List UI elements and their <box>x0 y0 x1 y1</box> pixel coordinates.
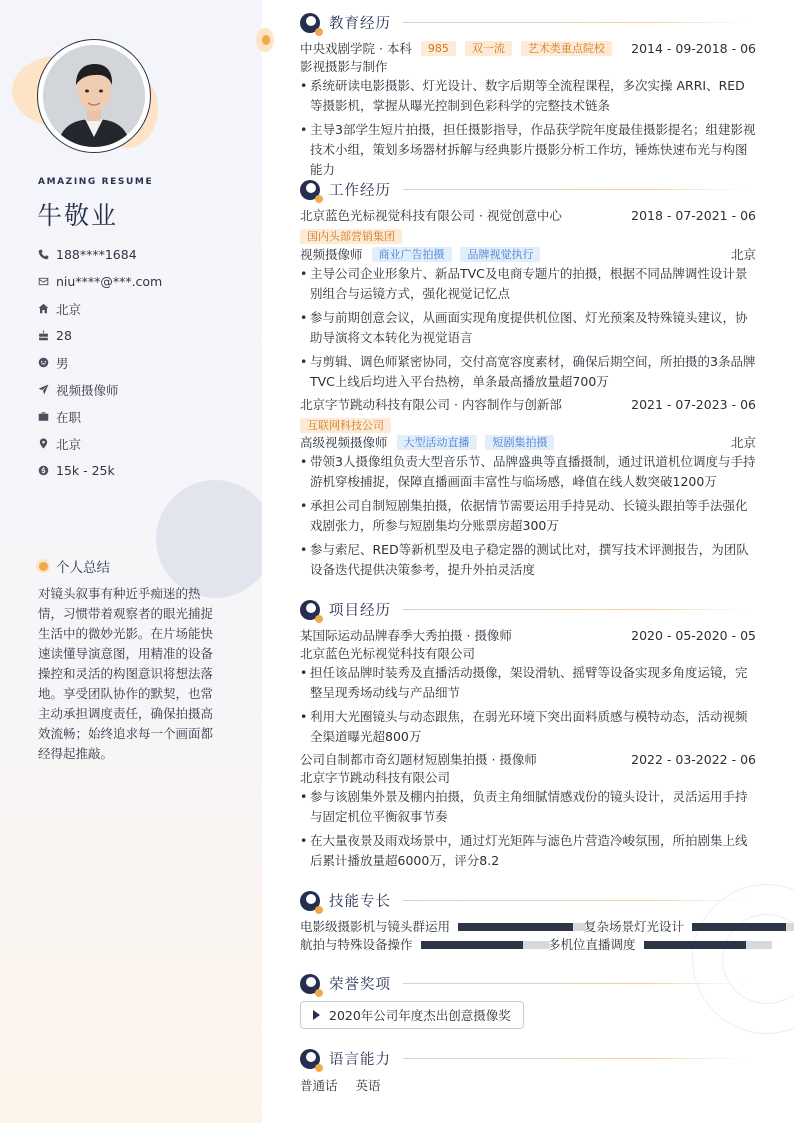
skill-bar-fill <box>458 923 573 931</box>
phone-icon <box>38 249 49 260</box>
skill-bar-fill <box>421 941 523 949</box>
gender-icon <box>38 357 49 368</box>
skill-bar-fill <box>644 941 746 949</box>
languages-heading <box>300 1048 746 1069</box>
project-bullet: • 利用大光圈镜头与动态跟焦，在弱光环境下突出面料质感与模特动态，活动视频全渠道曝光超800万 <box>300 707 756 747</box>
summary-text: 对镜头叙事有种近乎痴迷的热情，习惯带着观察者的眼光捕捉生活中的微妙光影。在片场能快速读懂导演意图，用精准的设备操控和灵活的构图意识将想法落地。享受团队协作的默契，也常主动承担调度责任，确保拍摄高效流畅；始终追求每一个画面都经得起推敲。 <box>38 586 214 761</box>
divider <box>403 609 746 610</box>
awards-title: 荣誉奖项 <box>329 977 391 993</box>
play-icon <box>313 1010 320 1020</box>
job-company-tag-row <box>300 228 756 246</box>
candidate-name: 牛敬业 <box>37 201 119 230</box>
status-value: 在职 <box>56 409 82 425</box>
work-heading <box>300 179 746 200</box>
dot-icon <box>36 559 50 573</box>
skill-name: 多机位直播调度 <box>548 937 636 952</box>
education-tag: 985 <box>421 41 456 56</box>
job-company-row <box>300 396 756 414</box>
project-period: 2022 - 03-2022 - 06 <box>631 752 756 767</box>
language-item: 英语 <box>355 1078 381 1093</box>
job-company: 北京蓝色光标视觉科技有限公司 · 视觉创意中心 <box>300 208 562 223</box>
section-icon <box>300 974 320 994</box>
education-bullet: • 系统研读电影摄影、灯光设计、数字后期等全流程课程，多次实操 ARRI、RED 等摄影机，掌握从曝光控制到色彩科学的完整技术链条 <box>300 76 756 116</box>
skill-bar <box>644 941 772 949</box>
briefcase-icon <box>38 411 49 422</box>
residence-value: 北京 <box>56 301 82 317</box>
skill-item <box>548 936 772 954</box>
mail-icon <box>38 276 49 287</box>
job-company-tag-row <box>300 417 756 435</box>
job-role-row <box>300 434 756 452</box>
work-title: 工作经历 <box>329 183 391 199</box>
skill-name: 航拍与特殊设备操作 <box>300 937 413 952</box>
info-city <box>38 430 162 457</box>
divider <box>403 22 746 23</box>
company-tag: 国内头部营销集团 <box>300 229 402 244</box>
education-bullet: • 主导3部学生短片拍摄，担任摄影指导，作品获学院年度最佳摄影提名；组建影视技术小组，策划多场器材拆解与经典影片摄影分析工作坊，锤炼快速布光与构图能力 <box>300 120 756 180</box>
cake-icon <box>38 330 49 341</box>
skill-item <box>584 918 794 936</box>
skill-item <box>300 936 549 954</box>
city-value: 北京 <box>56 436 82 452</box>
salary-icon <box>38 465 49 476</box>
home-icon <box>38 303 49 314</box>
project-org: 北京字节跳动科技有限公司 <box>300 770 451 785</box>
skill-bar <box>421 941 549 949</box>
job-city: 北京 <box>730 435 756 450</box>
divider <box>403 1058 746 1059</box>
skill-bar-fill <box>692 923 786 931</box>
job-role: 视频摄像师 <box>300 247 363 262</box>
project-name: 公司自制都市奇幻题材短剧集拍摄 · 摄像师 <box>300 752 537 767</box>
education-heading <box>300 12 746 33</box>
divider <box>403 900 746 901</box>
project-bullet: • 参与该剧集外景及棚内拍摄，负责主角细腻情感戏份的镜头设计，灵活运用手持与固定机位平衡叙事节奏 <box>300 787 756 827</box>
avatar-frame <box>37 39 151 153</box>
job-period: 2018 - 07-2021 - 06 <box>631 208 756 223</box>
education-period: 2014 - 09-2018 - 06 <box>631 41 756 56</box>
section-icon <box>300 1049 320 1069</box>
sidebar <box>0 0 262 1123</box>
project-org: 北京蓝色光标视觉科技有限公司 <box>300 646 476 661</box>
salary-value: 15k - 25k <box>56 463 115 478</box>
education-tag: 艺术类重点院校 <box>521 41 612 56</box>
info-residence <box>38 295 162 322</box>
awards-heading <box>300 973 746 994</box>
skill-bar <box>458 923 586 931</box>
summary-heading <box>36 556 110 576</box>
skill-item <box>300 918 586 936</box>
project-period: 2020 - 05-2020 - 05 <box>631 628 756 643</box>
job-bullet: • 参与索尼、RED等新机型及电子稳定器的测试比对，撰写技术评测报告，为团队设备迭代提供决策参考，提升外拍灵活度 <box>300 540 756 580</box>
section-icon <box>300 891 320 911</box>
info-age <box>38 322 162 349</box>
info-phone <box>38 241 162 268</box>
job-bullet: • 与剪辑、调色师紧密协同，交付高宽容度素材，确保后期空间，所拍摄的3条品牌TVC上线后均进入平台热榜，单条最高播放量超700万 <box>300 352 756 392</box>
summary-heading-text: 个人总结 <box>56 560 110 576</box>
job-city: 北京 <box>730 247 756 262</box>
project-bullet: • 在大量夜景及雨戏场景中，通过灯光矩阵与滤色片营造冷峻氛围，所拍剧集上线后累计播放量超6000万，评分8.2 <box>300 831 756 871</box>
language-item: 普通话 <box>300 1078 338 1093</box>
education-title: 教育经历 <box>329 16 391 32</box>
job-bullet: • 承担公司自制短剧集拍摄，依据情节需要运用手持晃动、长镜头跟拍等手法强化戏剧张力，所参与短剧集均分账票房超300万 <box>300 496 756 536</box>
divider <box>403 189 746 190</box>
job-role: 高级视频摄像师 <box>300 435 388 450</box>
gender-value: 男 <box>56 355 69 371</box>
job-role-row <box>300 246 756 264</box>
section-icon <box>300 13 320 33</box>
decorative-dot <box>256 28 274 52</box>
send-icon <box>38 384 49 395</box>
info-salary <box>38 457 162 484</box>
project-bullet: • 担任该品牌时装秀及直播活动摄像，架设滑轨、摇臂等设备实现多角度运镜，完整呈现秀场动线与产品细节 <box>300 663 756 703</box>
contact-info-list <box>38 241 162 484</box>
job-company-row <box>300 207 756 225</box>
skills-title: 技能专长 <box>329 894 391 910</box>
skill-name: 电影级摄影机与镜头群运用 <box>300 919 451 934</box>
resume-tagline: AMAZING RESUME <box>38 177 154 187</box>
info-email <box>38 268 162 295</box>
school-name: 中央戏剧学院 · 本科 <box>300 41 412 56</box>
phone-value: 188****1684 <box>56 247 137 262</box>
age-value: 28 <box>56 328 72 343</box>
avatar <box>43 45 145 147</box>
position-value: 视频摄像师 <box>56 382 119 398</box>
projects-heading <box>300 599 746 620</box>
project-name: 某国际运动品牌春季大秀拍摄 · 摄像师 <box>300 628 512 643</box>
job-bullet: • 带领3人摄像组负责大型音乐节、品牌盛典等直播摄制，通过讯道机位调度与手持游机穿梭捕捉，保障直播画面丰富性与临场感，峰值在线人数突破1200万 <box>300 452 756 492</box>
job-bullet: • 参与前期创意会议，从画面实现角度提供机位图、灯光预案及特殊镜头建议，协助导演将文本转化为视觉语言 <box>300 308 756 348</box>
company-tag: 互联网科技公司 <box>300 418 391 433</box>
job-period: 2021 - 07-2023 - 06 <box>631 397 756 412</box>
award-item <box>300 1001 524 1029</box>
job-bullet: • 主导公司企业形象片、新品TVC及电商专题片的拍摄，根据不同品牌调性设计景别组合与运镜方式，强化视觉记忆点 <box>300 264 756 304</box>
role-tag: 短剧集拍摄 <box>485 435 554 450</box>
role-tag: 商业广告拍摄 <box>372 247 452 262</box>
education-row <box>300 40 756 58</box>
education-tag: 双一流 <box>465 41 512 56</box>
project-row <box>300 751 756 769</box>
projects-title: 项目经历 <box>329 603 391 619</box>
main-content <box>300 0 756 1123</box>
email-value: niu****@***.com <box>56 274 163 289</box>
skill-bar <box>692 923 794 931</box>
award-name: 2020年公司年度杰出创意摄像奖 <box>329 1008 511 1023</box>
skill-name: 复杂场景灯光设计 <box>584 919 685 934</box>
avatar-portrait-icon <box>43 45 145 147</box>
languages-title: 语言能力 <box>329 1052 391 1068</box>
role-tag: 品牌视觉执行 <box>460 247 540 262</box>
info-position <box>38 376 162 403</box>
education-major: 影视摄影与制作 <box>300 59 388 74</box>
role-tag: 大型活动直播 <box>397 435 477 450</box>
section-icon <box>300 180 320 200</box>
job-company: 北京字节跳动科技有限公司 · 内容制作与创新部 <box>300 397 562 412</box>
skills-heading <box>300 890 746 911</box>
project-row <box>300 627 756 645</box>
info-gender <box>38 349 162 376</box>
info-status <box>38 403 162 430</box>
section-icon <box>300 600 320 620</box>
languages-list <box>300 1076 395 1094</box>
divider <box>403 983 746 984</box>
decorative-circle <box>156 480 262 598</box>
location-icon <box>38 438 49 449</box>
